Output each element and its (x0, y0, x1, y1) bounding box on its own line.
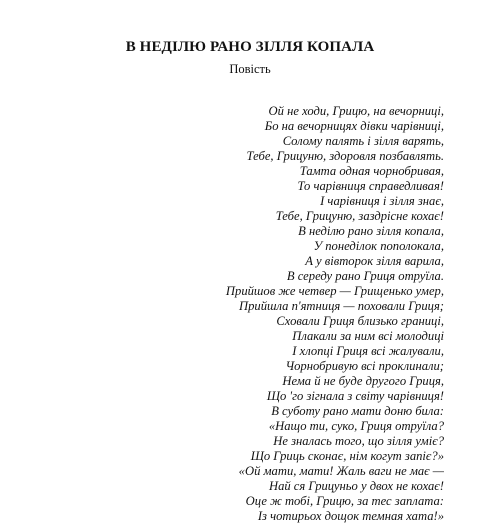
poem-line: То чарівниця справедливая! (297, 179, 444, 193)
poem-line: Чорнобривую всі проклинали; (285, 359, 444, 373)
poem-line: Не зналась того, що зілля уміє? (273, 434, 444, 448)
poem-line: Сховали Гриця близько границі, (276, 314, 444, 328)
poem-block (4, 104, 444, 524)
poem-line: Із чотирьох дощок темная хата!» (257, 509, 444, 523)
document-subtitle: Повість (229, 62, 271, 76)
poem-line: В неділю рано зілля копала, (298, 224, 444, 238)
poem-line: Що 'го зігнала з світу чарівниця! (266, 389, 444, 403)
poem-line: Що Гриць сконає, нім когут запіє?» (250, 449, 444, 463)
poem-line: І чарівниця і зілля знає, (320, 194, 444, 208)
poem-line: Тебе, Грицуню, здоровля позбавлять. (246, 149, 444, 163)
poem-line: Тамта одная чорнобривая, (299, 164, 444, 178)
poem-line: Прийшов же четвер — Грищенько умер, (225, 284, 444, 298)
poem-line: Най ся Грицуньо у двох не кохає! (268, 479, 444, 493)
poem-line: Нема й не буде другого Гриця, (282, 374, 444, 388)
poem-line: А у вівторок зілля варила, (305, 254, 444, 268)
poem-line: Ой не ходи, Грицю, на вечорниці, (268, 104, 444, 118)
poem-line: У понеділок пополокала, (313, 239, 444, 253)
poem-line: Плакали за ним всі молодиці (292, 329, 444, 343)
poem-line: Тебе, Грицуню, заздрісне кохає! (275, 209, 444, 223)
poem-line: «Ой мати, мати! Жаль ваги не має — (238, 464, 444, 478)
poem-line: І хлопці Гриця всі жалували, (292, 344, 444, 358)
poem-line: Бо на вечорницях дівки чарівниці, (264, 119, 444, 133)
document-title: В НЕДІЛЮ РАНО ЗІЛЛЯ КОПАЛА (125, 39, 375, 55)
poem-line: В суботу рано мати доню била: (271, 404, 444, 418)
poem-line: В середу рано Гриця отруїла. (286, 269, 444, 283)
poem-line: Прийшла п'ятниця — поховали Гриця; (239, 299, 444, 313)
poem-line: Оце ж тобі, Грицю, за тес заплата: (245, 494, 444, 508)
poem-line: Солому палять і зілля варять, (282, 134, 444, 148)
poem-line: «Нащо ти, суко, Гриця отруїла? (268, 419, 444, 433)
